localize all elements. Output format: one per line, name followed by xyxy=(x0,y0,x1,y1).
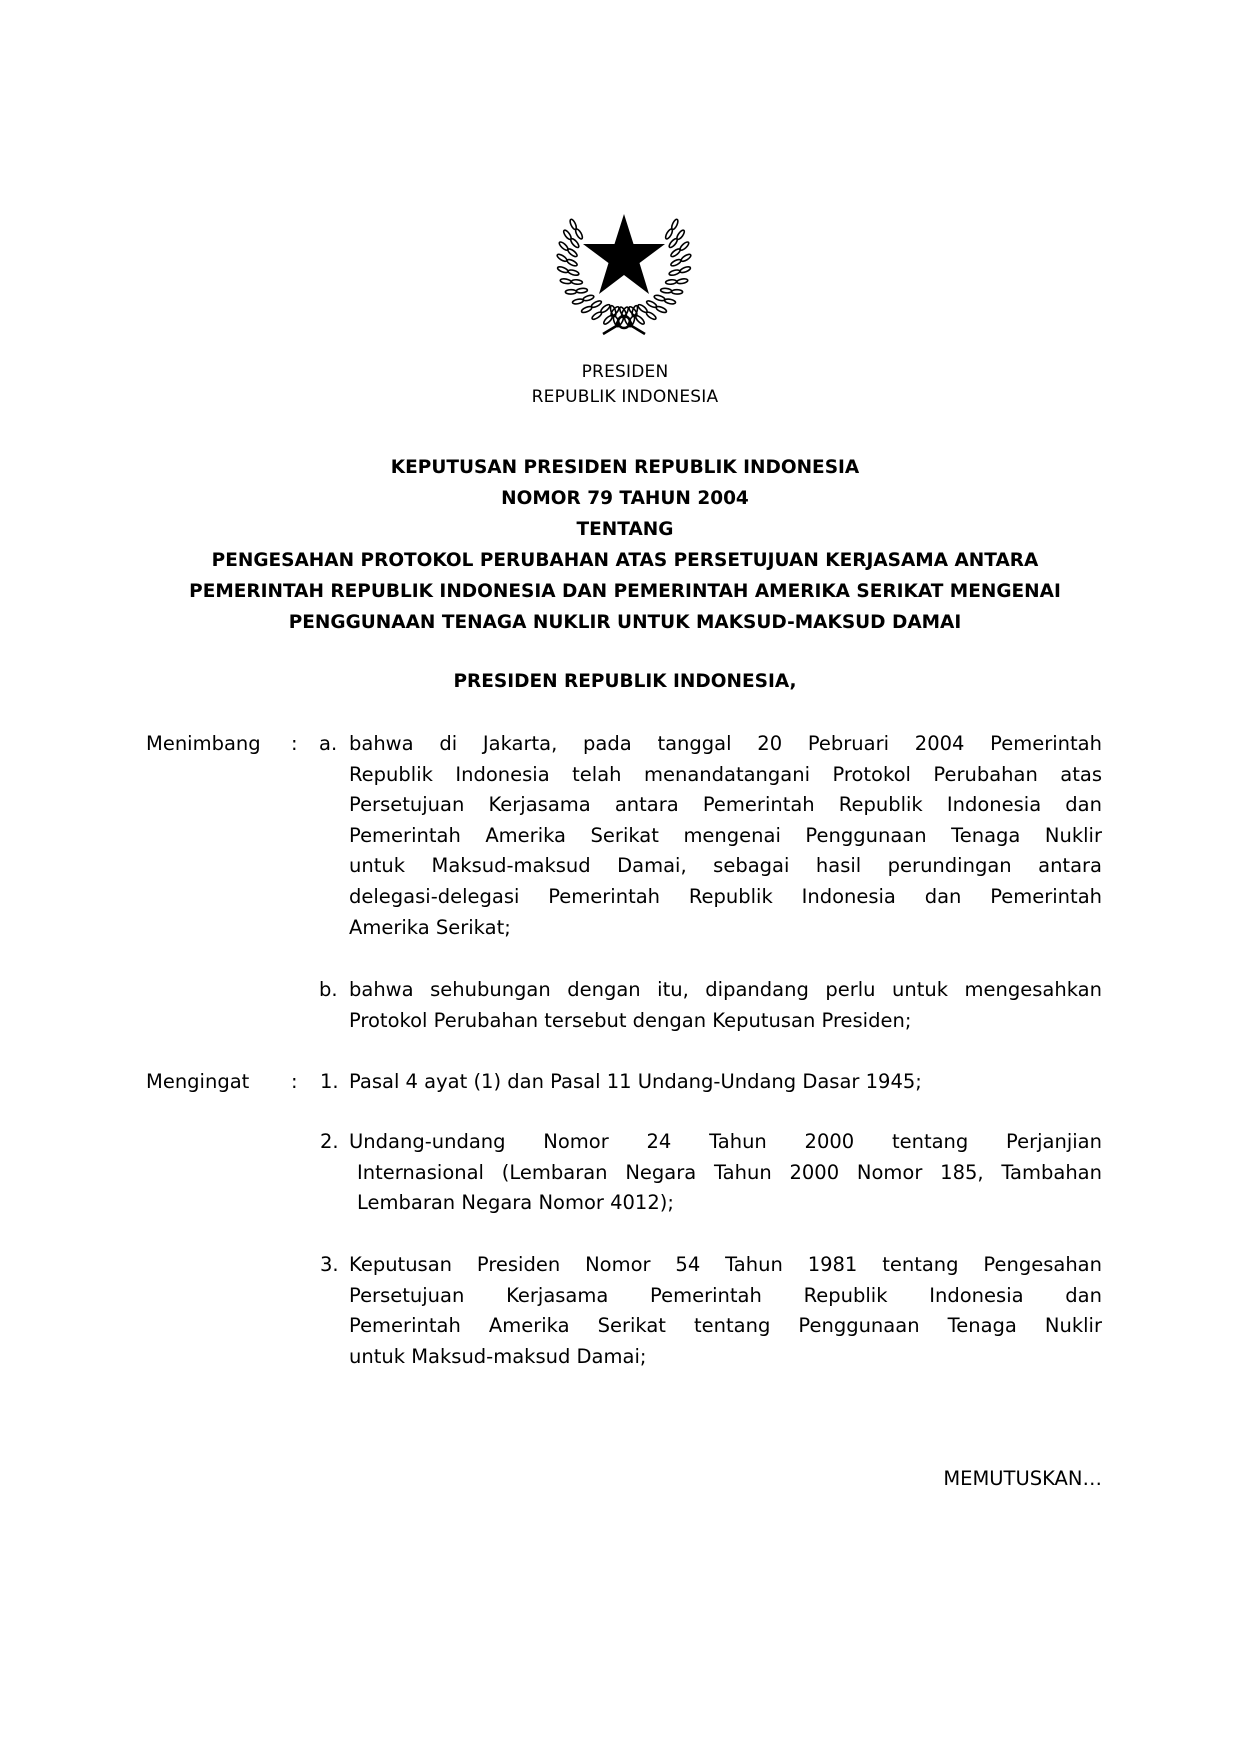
laurel-leaf xyxy=(557,266,569,274)
laurel-leaf xyxy=(664,228,673,240)
mengingat-label: Mengingat xyxy=(146,1070,250,1093)
text-line: Pasal 4 ayat (1) dan Pasal 11 Undang-Undang Dasar 1945; xyxy=(349,1070,922,1093)
laurel-leaf xyxy=(574,228,583,240)
text-line: Persetujuan Kerjasama antara Pemerintah Republik Indonesia dan xyxy=(349,793,1102,817)
laurel-leaf xyxy=(566,258,578,267)
title-line-2: NOMOR 79 TAHUN 2004 xyxy=(501,488,749,509)
mengingat-3-marker: 3. xyxy=(320,1253,339,1276)
text-line: bahwa di Jakarta, pada tanggal 20 Pebruari 2004 Pemerintah xyxy=(349,732,1102,755)
presidential-seal-emblem xyxy=(545,184,703,340)
menimbang-b-text xyxy=(349,975,1102,1036)
menimbang-a-marker: a. xyxy=(319,732,338,755)
laurel-leaf xyxy=(665,279,676,284)
text-line: untuk Maksud-maksud Damai, sebagai hasil perundingan antara xyxy=(349,854,1102,878)
laurel-leaf xyxy=(672,290,683,295)
laurel-leaf xyxy=(600,303,611,313)
star-icon xyxy=(583,214,665,294)
text-line: Amerika Serikat; xyxy=(349,915,511,939)
laurel-leaf xyxy=(670,258,682,267)
laurel-leaf xyxy=(646,300,658,309)
title-line-5: PEMERINTAH REPUBLIK INDONESIA DAN PEMERINTAH AMERIKA SERIKAT MENGENAI xyxy=(189,581,1061,602)
text-line: Keputusan Presiden Nomor 54 Tahun 1981 tentang Pengesahan xyxy=(349,1253,1102,1276)
laurel-leaf xyxy=(664,298,676,305)
laurel-leaf xyxy=(679,266,691,274)
text-line: Persetujuan Kerjasama Pemerintah Republik Indonesia dan xyxy=(349,1283,1102,1307)
laurel-leaf xyxy=(565,290,576,295)
mengingat-1-text xyxy=(349,1067,1102,1098)
text-line: Pemerintah Amerika Serikat tentang Penggunaan Tenaga Nuklir xyxy=(349,1314,1102,1338)
laurel-leaf xyxy=(560,278,572,284)
text-line: Protokol Perubahan tersebut dengan Keputusan Presiden; xyxy=(349,1008,912,1032)
laurel-leaf xyxy=(583,294,595,301)
issuer-heading: PRESIDEN REPUBLIK INDONESIA, xyxy=(453,671,797,692)
text-line: delegasi-delegasi Pemerintah Republik Indonesia dan Pemerintah xyxy=(349,884,1102,908)
laurel-leaf xyxy=(591,300,603,309)
mengingat-3-text xyxy=(349,1250,1102,1372)
title-line-3: TENTANG xyxy=(576,519,674,540)
laurel-leaf xyxy=(670,248,681,258)
text-line: Pemerintah Amerika Serikat mengenai Penggunaan Tenaga Nuklir xyxy=(349,823,1102,847)
laurel-leaf xyxy=(654,294,666,301)
text-line: Lembaran Negara Nomor 4012); xyxy=(357,1191,674,1215)
laurel-leaf xyxy=(668,238,679,249)
laurel-leaf xyxy=(680,253,692,263)
text-line: untuk Maksud-maksud Damai; xyxy=(349,1344,647,1368)
laurel-leaf xyxy=(669,269,681,276)
mengingat-1-marker: 1. xyxy=(320,1070,339,1093)
laurel-leaf xyxy=(567,248,578,258)
letterhead-line-2: REPUBLIK INDONESIA xyxy=(531,387,719,407)
text-line: Republik Indonesia telah menandatangani Protokol Perubahan atas xyxy=(349,762,1102,786)
laurel-leaf xyxy=(660,288,671,294)
title-line-4: PENGESAHAN PROTOKOL PERUBAHAN ATAS PERSETUJUAN KERJASAMA ANTARA xyxy=(211,550,1039,571)
continuation-marker: MEMUTUSKAN… xyxy=(943,1467,1102,1490)
laurel-leaf xyxy=(677,278,689,284)
laurel-leaf xyxy=(576,288,587,294)
mengingat-colon: : xyxy=(291,1070,298,1093)
letterhead-line-1: PRESIDEN xyxy=(581,362,669,382)
menimbang-a-text xyxy=(349,729,1102,943)
laurel-leaf xyxy=(568,269,580,276)
menimbang-colon: : xyxy=(291,732,298,755)
menimbang-b-marker: b. xyxy=(319,978,338,1001)
laurel-leaf xyxy=(637,303,648,313)
menimbang-label: Menimbang xyxy=(146,732,261,755)
mengingat-2-marker: 2. xyxy=(320,1130,339,1153)
laurel-leaf xyxy=(556,253,568,263)
title-line-6: PENGGUNAAN TENAGA NUKLIR UNTUK MAKSUD-MAKSUD DAMAI xyxy=(288,612,962,633)
laurel-leaf xyxy=(571,279,582,284)
mengingat-2-text xyxy=(349,1127,1102,1219)
laurel-leaf xyxy=(572,298,584,305)
text-line: bahwa sehubungan dengan itu, dipandang perlu untuk mengesahkan xyxy=(349,978,1102,1001)
laurel-leaf xyxy=(570,238,581,249)
text-line: Undang-undang Nomor 24 Tahun 2000 tentang Perjanjian xyxy=(349,1130,1102,1153)
title-line-1: KEPUTUSAN PRESIDEN REPUBLIK INDONESIA xyxy=(390,457,860,478)
text-line: Internasional (Lembaran Negara Tahun 2000 Nomor 185, Tambahan xyxy=(357,1160,1102,1184)
